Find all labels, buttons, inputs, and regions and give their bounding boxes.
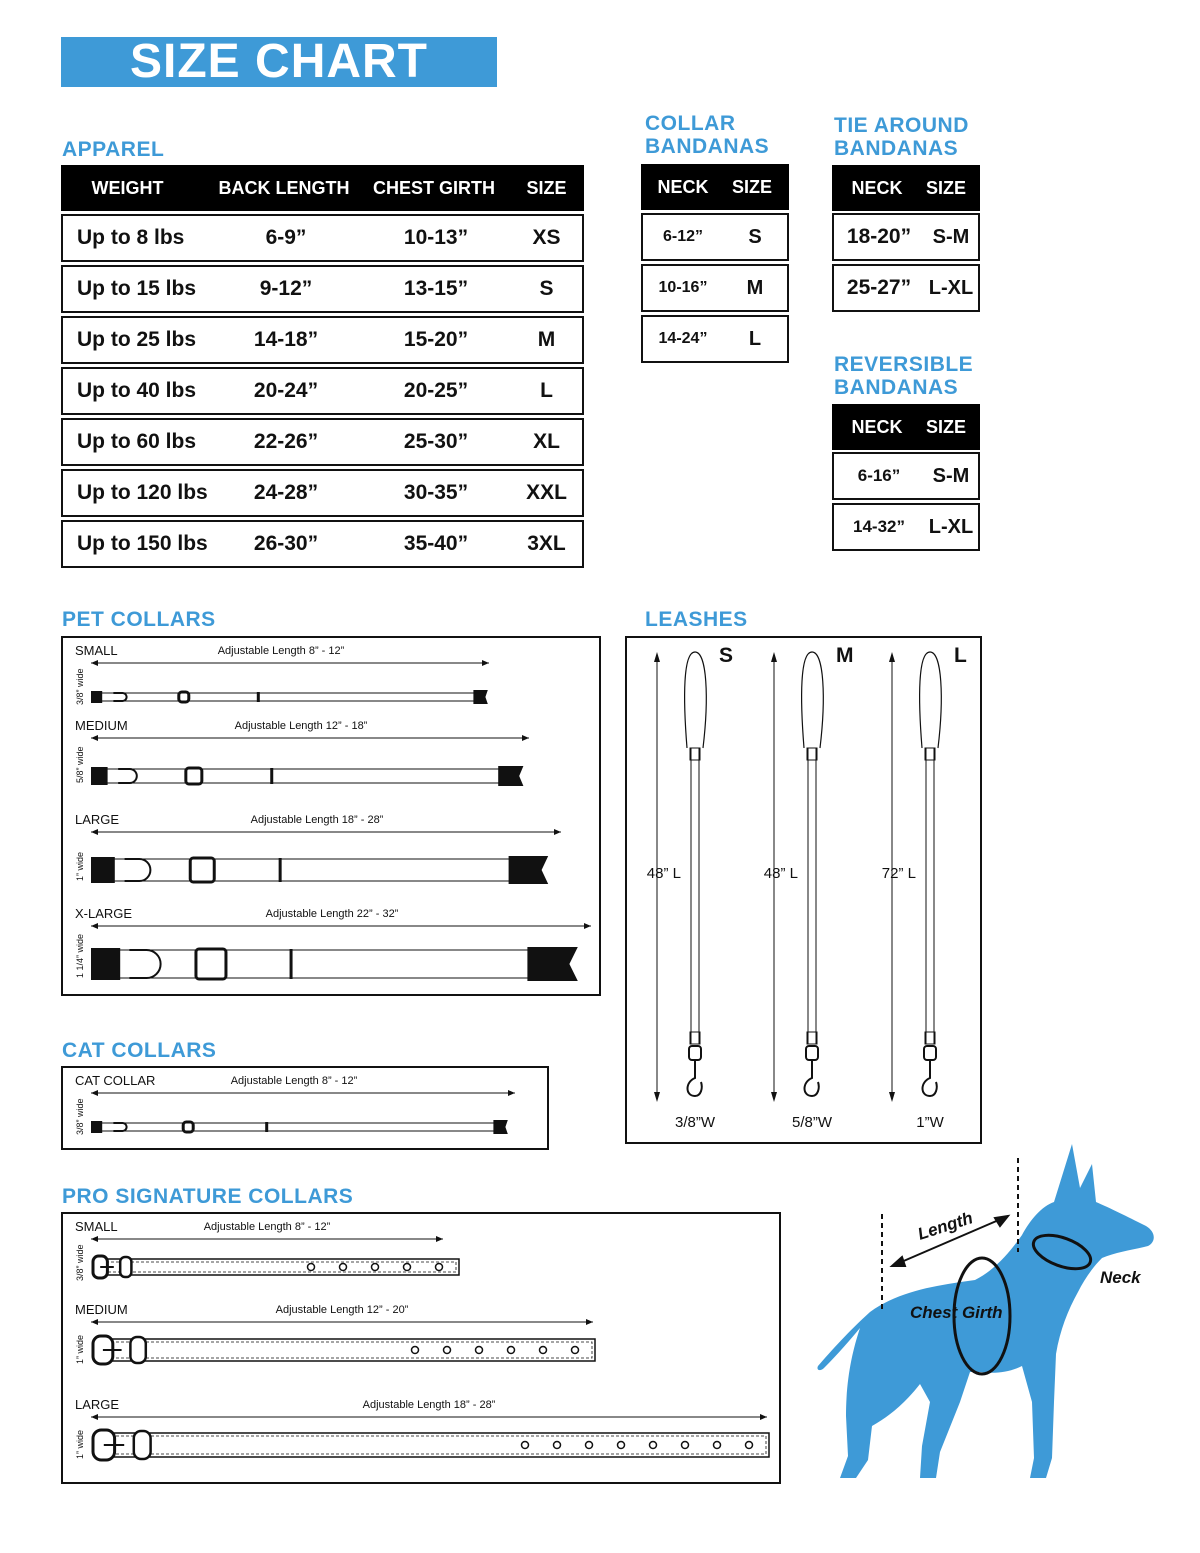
leash-length-label: 72” L [881, 865, 916, 882]
collar-width-label: 3/8” wide [75, 1098, 85, 1135]
collar-drawing [63, 1407, 779, 1477]
size-cell: M [746, 276, 764, 299]
bandana-table-row [832, 503, 980, 551]
buckle-male-icon [509, 856, 549, 884]
keeper-icon [279, 858, 282, 882]
collar-hole [682, 1442, 689, 1449]
heading-line: COLLAR [645, 112, 736, 135]
keeper-icon [270, 768, 273, 784]
adjustable-length-label: Adjustable Length 8” - 12” [230, 1075, 358, 1087]
collar-hole [340, 1264, 347, 1271]
chest-girth-cell: 20-25” [403, 379, 469, 402]
back-length-cell: 26-30” [253, 532, 319, 555]
collar-width-label: 5/8” wide [75, 746, 85, 783]
header-neck: NECK [851, 177, 903, 198]
keeper-ring-icon [130, 1337, 145, 1363]
back-length-cell: 22-26” [253, 430, 319, 453]
collar-size-label: MEDIUM [75, 718, 128, 733]
keeper-icon [290, 949, 293, 979]
chest-girth-cell: 13-15” [403, 277, 469, 300]
adjustable-length-label: Adjustable Length 12” - 18” [234, 720, 368, 732]
heading-line: BANDANAS [645, 135, 770, 158]
collar-hole [436, 1264, 443, 1271]
keeper-ring-icon [120, 1257, 131, 1277]
d-ring-icon [129, 950, 160, 978]
slider-icon [190, 858, 214, 882]
heading-line: TIE AROUND [834, 114, 969, 137]
keeper-icon [265, 1122, 268, 1132]
bandana-table-row [832, 264, 980, 312]
collar-hole [404, 1264, 411, 1271]
collar-hole [650, 1442, 657, 1449]
bandana-table-row [832, 452, 980, 500]
collar-drawing [63, 1083, 547, 1153]
d-ring-icon [113, 693, 126, 701]
collar-width-label: 3/8” wide [75, 1244, 85, 1281]
collar-hole [572, 1347, 579, 1354]
leash-handle-icon [920, 652, 942, 748]
collar-hole [522, 1442, 529, 1449]
buckle-male-icon [473, 690, 487, 704]
collar-size-label: CAT COLLAR [75, 1073, 156, 1088]
weight-cell: Up to 60 lbs [77, 430, 197, 453]
collar-drawing [63, 822, 599, 892]
weight-cell: Up to 25 lbs [77, 328, 197, 351]
adjustable-length-label: Adjustable Length 18” - 28” [362, 1399, 496, 1411]
cat-collars-panel [61, 1066, 549, 1150]
apparel-table-row [61, 367, 584, 415]
back-length-cell: 20-24” [253, 379, 319, 402]
buckle-female-icon [91, 857, 115, 883]
buckle-female-icon [91, 1121, 102, 1133]
neck-cell: 25-27” [846, 276, 912, 299]
size-cell: S [539, 277, 554, 300]
d-ring-icon [118, 769, 137, 783]
size-cell: M [537, 328, 556, 351]
collar-size-label: LARGE [75, 1397, 120, 1412]
apparel-table-row [61, 469, 584, 517]
size-cell: L [540, 379, 553, 402]
keeper-ring-icon [134, 1431, 151, 1459]
collar-width-label: 1” wide [75, 1334, 85, 1364]
collar-bandanas-heading [645, 112, 769, 158]
pro-signature-panel [61, 1212, 781, 1484]
size-cell: 3XL [527, 532, 566, 555]
length-label: Length [915, 1208, 976, 1244]
collar-hole [308, 1264, 315, 1271]
leash-size-label: L [954, 644, 967, 667]
tie-around-heading [834, 114, 969, 160]
leash-size-label: M [836, 644, 854, 667]
heading-line: REVERSIBLE [834, 353, 974, 376]
heading-line: BANDANAS [834, 376, 959, 399]
dog-illustration [810, 1140, 1180, 1500]
adjustable-length-label: Adjustable Length 12” - 20” [275, 1304, 409, 1316]
collar-size-label: MEDIUM [75, 1302, 128, 1317]
buckle-male-icon [493, 1120, 507, 1134]
size-cell: XXL [526, 481, 567, 504]
reversible-header [832, 404, 980, 450]
leashes-drawing [627, 638, 980, 1144]
collar-hole [476, 1347, 483, 1354]
chest-girth-cell: 10-13” [403, 226, 469, 249]
collar-hole [618, 1442, 625, 1449]
collar-width-label: 1” wide [75, 851, 85, 881]
bandana-table-row [641, 213, 789, 261]
leash-handle-icon [802, 652, 824, 748]
reversible-heading [834, 353, 973, 399]
leash-clip-icon [689, 1046, 701, 1060]
collar-hole [554, 1442, 561, 1449]
pet-collars-heading: PET COLLARS [62, 608, 216, 631]
size-cell: S-M [932, 464, 970, 487]
chest-girth-label: Chest Girth [910, 1303, 1003, 1322]
size-cell: L-XL [928, 276, 974, 299]
neck-cell: 14-24” [658, 330, 708, 347]
apparel-table-row [61, 316, 584, 364]
apparel-header-row [61, 165, 584, 211]
back-length-cell: 6-9” [265, 226, 307, 249]
leashes-panel [625, 636, 982, 1144]
collar-drawing [63, 653, 599, 723]
collar-drawing [63, 1229, 779, 1299]
leash-handle-icon [685, 652, 707, 748]
buckle-male-icon [527, 947, 577, 981]
apparel-table-row [61, 520, 584, 568]
collar-drawing [63, 916, 599, 986]
apparel-table-row [61, 265, 584, 313]
chest-girth-cell: 30-35” [403, 481, 469, 504]
collar-size-label: X-LARGE [75, 906, 133, 921]
header-neck: NECK [657, 176, 709, 197]
collar-hole [372, 1264, 379, 1271]
chest-girth-cell: 25-30” [403, 430, 469, 453]
leash-size-label: S [719, 644, 734, 667]
leash-width-label: 1”W [916, 1114, 944, 1131]
leashes-heading: LEASHES [645, 608, 748, 631]
back-length-cell: 9-12” [259, 277, 313, 300]
dog-measurement-diagram [810, 1140, 1180, 1500]
header-back-length: BACK LENGTH [218, 177, 350, 198]
neck-label: Neck [1100, 1268, 1141, 1287]
pro-signature-heading: PRO SIGNATURE COLLARS [62, 1185, 354, 1208]
bandana-table-row [641, 264, 789, 312]
slider-icon [186, 768, 202, 784]
collar-drawing [63, 728, 599, 798]
collar-width-label: 1 1/4” wide [75, 933, 85, 978]
header-size: SIZE [526, 177, 567, 198]
slider-icon [179, 692, 189, 702]
back-length-cell: 14-18” [253, 328, 319, 351]
leash-length-label: 48” L [646, 865, 681, 882]
keeper-icon [257, 692, 260, 702]
neck-cell: 14-32” [853, 517, 905, 536]
adjustable-length-label: Adjustable Length 8” - 12” [203, 1221, 331, 1233]
slider-icon [183, 1122, 193, 1132]
collar-hole [508, 1347, 515, 1354]
size-cell: L [748, 327, 762, 350]
neck-cell: 10-16” [658, 279, 708, 296]
collar-hole [444, 1347, 451, 1354]
leash-width-label: 3/8”W [674, 1114, 716, 1131]
collar-width-label: 3/8” wide [75, 668, 85, 705]
collar-hole [540, 1347, 547, 1354]
tie-around-header [832, 165, 980, 211]
weight-cell: Up to 150 lbs [77, 532, 208, 555]
buckle-male-icon [498, 766, 523, 786]
size-cell: L-XL [928, 515, 974, 538]
leash-clip-icon [924, 1046, 936, 1060]
apparel-table-row [61, 418, 584, 466]
pet-collars-panel [61, 636, 601, 996]
collar-width-label: 1” wide [75, 1429, 85, 1459]
bandana-table-row [641, 315, 789, 363]
chest-girth-cell: 15-20” [403, 328, 469, 351]
header-chest-girth: CHEST GIRTH [372, 177, 495, 198]
chest-girth-cell: 35-40” [403, 532, 469, 555]
collar-bandanas-header [641, 164, 789, 210]
adjustable-length-label: Adjustable Length 22” - 32” [265, 908, 399, 920]
d-ring-icon [125, 859, 151, 881]
header-size: SIZE [731, 176, 772, 197]
leash-clip-icon [806, 1046, 818, 1060]
slider-icon [196, 949, 226, 979]
collar-hole [586, 1442, 593, 1449]
neck-cell: 18-20” [846, 225, 912, 248]
neck-cell: 6-12” [662, 228, 704, 245]
size-cell: S [748, 225, 762, 248]
size-cell: XS [532, 226, 561, 249]
neck-cell: 6-16” [857, 466, 901, 485]
buckle-female-icon [91, 767, 108, 785]
buckle-female-icon [91, 948, 120, 980]
back-length-cell: 24-28” [253, 481, 319, 504]
header-neck: NECK [851, 416, 903, 437]
weight-cell: Up to 15 lbs [77, 277, 197, 300]
collar-drawing [63, 1312, 779, 1382]
bandana-table-row [832, 213, 980, 261]
collar-hole [412, 1347, 419, 1354]
leash-l [882, 644, 967, 1131]
size-cell: S-M [932, 225, 970, 248]
collar-size-label: SMALL [75, 643, 118, 658]
header-weight: WEIGHT [91, 177, 164, 198]
buckle-female-icon [91, 691, 102, 703]
apparel-table-row [61, 214, 584, 262]
weight-cell: Up to 40 lbs [77, 379, 197, 402]
collar-size-label: SMALL [75, 1219, 118, 1234]
apparel-heading: APPAREL [62, 138, 165, 161]
adjustable-length-label: Adjustable Length 18” - 28” [250, 814, 384, 826]
cat-collars-heading: CAT COLLARS [62, 1039, 217, 1062]
header-size: SIZE [925, 416, 966, 437]
collar-hole [714, 1442, 721, 1449]
leash-length-label: 48” L [763, 865, 798, 882]
collar-size-label: LARGE [75, 812, 120, 827]
leash-width-label: 5/8”W [791, 1114, 833, 1131]
heading-line: BANDANAS [834, 137, 959, 160]
collar-hole [746, 1442, 753, 1449]
adjustable-length-label: Adjustable Length 8” - 12” [217, 645, 345, 657]
page-title: SIZE CHART [61, 37, 497, 87]
size-cell: XL [533, 430, 560, 453]
header-size: SIZE [925, 177, 966, 198]
leash-m [764, 644, 854, 1131]
weight-cell: Up to 8 lbs [77, 226, 185, 249]
d-ring-icon [113, 1123, 126, 1131]
weight-cell: Up to 120 lbs [77, 481, 208, 504]
leash-s [647, 644, 733, 1131]
